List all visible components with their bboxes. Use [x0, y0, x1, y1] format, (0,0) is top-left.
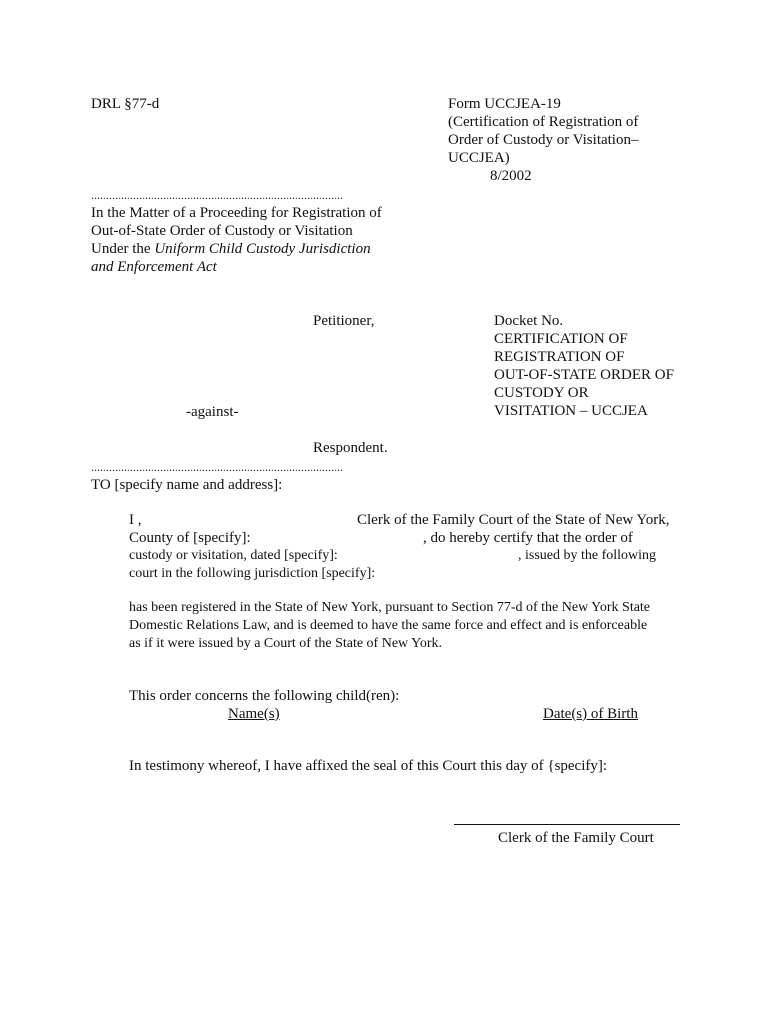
testimony-statement: In testimony whereof, I have affixed the seal of this Court this day of {specify]:	[129, 758, 608, 774]
petitioner-label: Petitioner,	[313, 313, 375, 329]
form-line: Order of Custody or Visitation–	[448, 132, 639, 148]
names-column-header: Name(s)	[228, 706, 280, 722]
form-date: 8/2002	[490, 168, 532, 184]
registration-statement-line: as if it were issued by a Court of the State of New York.	[129, 636, 443, 651]
docket-title-line: REGISTRATION OF	[494, 349, 625, 365]
respondent-label: Respondent.	[313, 440, 388, 456]
statute-reference: DRL §77-d	[91, 96, 160, 112]
dob-column-header: Date(s) of Birth	[543, 706, 638, 722]
matter-line: Out-of-State Order of Custody or Visitation	[91, 223, 353, 239]
act-name: Uniform Child Custody Jurisdiction	[154, 241, 371, 257]
clerk-title: Clerk of the Family Court of the State of New York,	[357, 512, 670, 528]
registration-statement-line: has been registered in the State of New York, pursuant to Section 77-d of the New York State	[129, 600, 651, 615]
matter-line: In the Matter of a Proceeding for Registration of	[91, 205, 382, 221]
registration-statement-line: Domestic Relations Law, and is deemed to have the same force and effect and is enforceable	[129, 618, 648, 633]
order-dated-label: custody or visitation, dated [specify]:	[129, 548, 338, 563]
docket-number-label: Docket No.	[494, 313, 564, 329]
form-line: UCCJEA)	[448, 150, 510, 166]
form-line: Form UCCJEA-19	[448, 96, 561, 112]
caption-divider-bottom: ....................................................................................	[91, 460, 343, 474]
matter-line-prefix: Under the	[91, 241, 155, 257]
signature-label: Clerk of the Family Court	[498, 830, 654, 846]
issued-by-text: , issued by the following	[518, 548, 657, 563]
signature-line	[454, 824, 680, 825]
children-intro: This order concerns the following child(ren):	[129, 688, 400, 704]
docket-title-line: CUSTODY OR	[494, 385, 589, 401]
act-name-continued: and Enforcement Act	[91, 259, 217, 275]
addressee-line: TO [specify name and address]:	[91, 477, 283, 493]
matter-line	[91, 240, 371, 258]
jurisdiction-label: court in the following jurisdiction [specify]:	[129, 566, 376, 581]
against-label: -against-	[186, 404, 239, 420]
docket-title-line: OUT-OF-STATE ORDER OF	[494, 367, 674, 383]
county-label: County of [specify]:	[129, 530, 251, 546]
docket-title-line: VISITATION – UCCJEA	[494, 403, 648, 419]
form-line: (Certification of Registration of	[448, 114, 639, 130]
caption-divider-top: ....................................................................................	[91, 188, 343, 202]
certifier-label: I ,	[129, 512, 142, 528]
docket-title-line: CERTIFICATION OF	[494, 331, 628, 347]
certify-text: , do hereby certify that the order of	[423, 530, 633, 546]
